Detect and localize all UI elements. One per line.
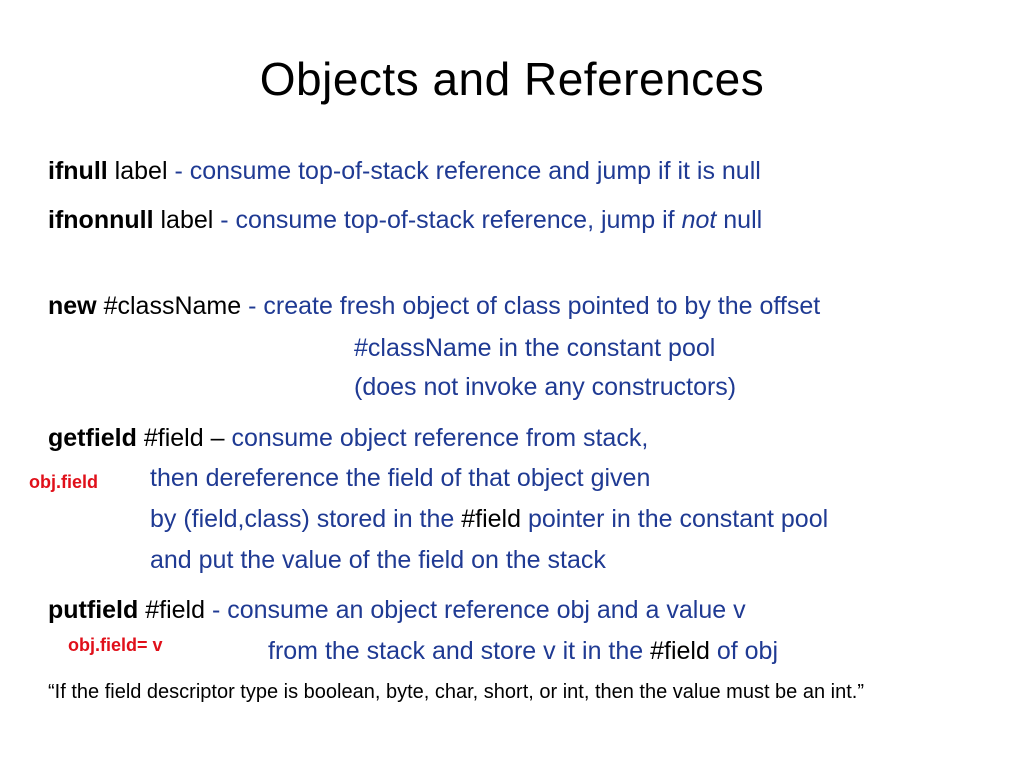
- putfield-arg: #field: [145, 596, 205, 624]
- putfield-desc2-field: #field: [650, 637, 710, 665]
- ifnonnull-desc-pre: - consume top-of-stack reference, jump if: [220, 206, 682, 234]
- getfield-description-line2: then dereference the field of that object given: [150, 464, 651, 492]
- putfield-desc2-pre: from the stack and store v it in the: [268, 637, 651, 665]
- ifnonnull-desc-post: null: [716, 206, 763, 234]
- ifnull-keyword: ifnull: [48, 157, 108, 185]
- new-description-line1: - create fresh object of class pointed to by the offset: [248, 292, 821, 320]
- new-keyword: new: [48, 292, 97, 320]
- putfield-description-line1: - consume an object reference obj and a value v: [211, 596, 746, 624]
- ifnonnull-arg: label: [160, 206, 214, 234]
- slide-title: Objects and References: [259, 53, 765, 105]
- ifnonnull-description: [220, 206, 762, 234]
- new-arg: #className: [103, 292, 242, 320]
- new-description-line2: #className in the constant pool: [354, 334, 716, 362]
- new-description-line3: (does not invoke any constructors): [354, 373, 737, 401]
- getfield-keyword: getfield: [48, 424, 137, 452]
- putfield-desc2-post: of obj: [709, 637, 778, 665]
- ifnull-description: - consume top-of-stack reference and jump if it is null: [174, 157, 761, 185]
- putfield-annotation: obj.field= v: [68, 635, 163, 655]
- putfield-line: [48, 595, 746, 625]
- getfield-desc3-pre: by (field,class) stored in the: [150, 505, 462, 533]
- ifnonnull-desc-emphasis: not: [681, 206, 717, 234]
- putfield-description-line2: [268, 636, 778, 666]
- getfield-desc3-post: pointer in the constant pool: [521, 505, 829, 533]
- putfield-keyword: putfield: [48, 596, 139, 624]
- getfield-arg: #field –: [143, 424, 225, 452]
- getfield-line: [48, 423, 648, 453]
- getfield-description-line4: and put the value of the field on the stack: [150, 546, 606, 574]
- ifnonnull-keyword: ifnonnull: [48, 206, 154, 234]
- spec-quote: “If the field descriptor type is boolean, byte, char, short, or int, then the value must be an int.”: [48, 681, 864, 703]
- getfield-description-line3: [150, 504, 828, 534]
- ifnull-line: [48, 156, 761, 186]
- new-line: [48, 291, 820, 321]
- ifnonnull-line: [48, 205, 762, 235]
- getfield-description-line1: consume object reference from stack,: [231, 424, 649, 452]
- getfield-annotation: obj.field: [29, 472, 98, 492]
- ifnull-arg: label: [114, 157, 168, 185]
- getfield-desc3-field: #field: [461, 505, 522, 533]
